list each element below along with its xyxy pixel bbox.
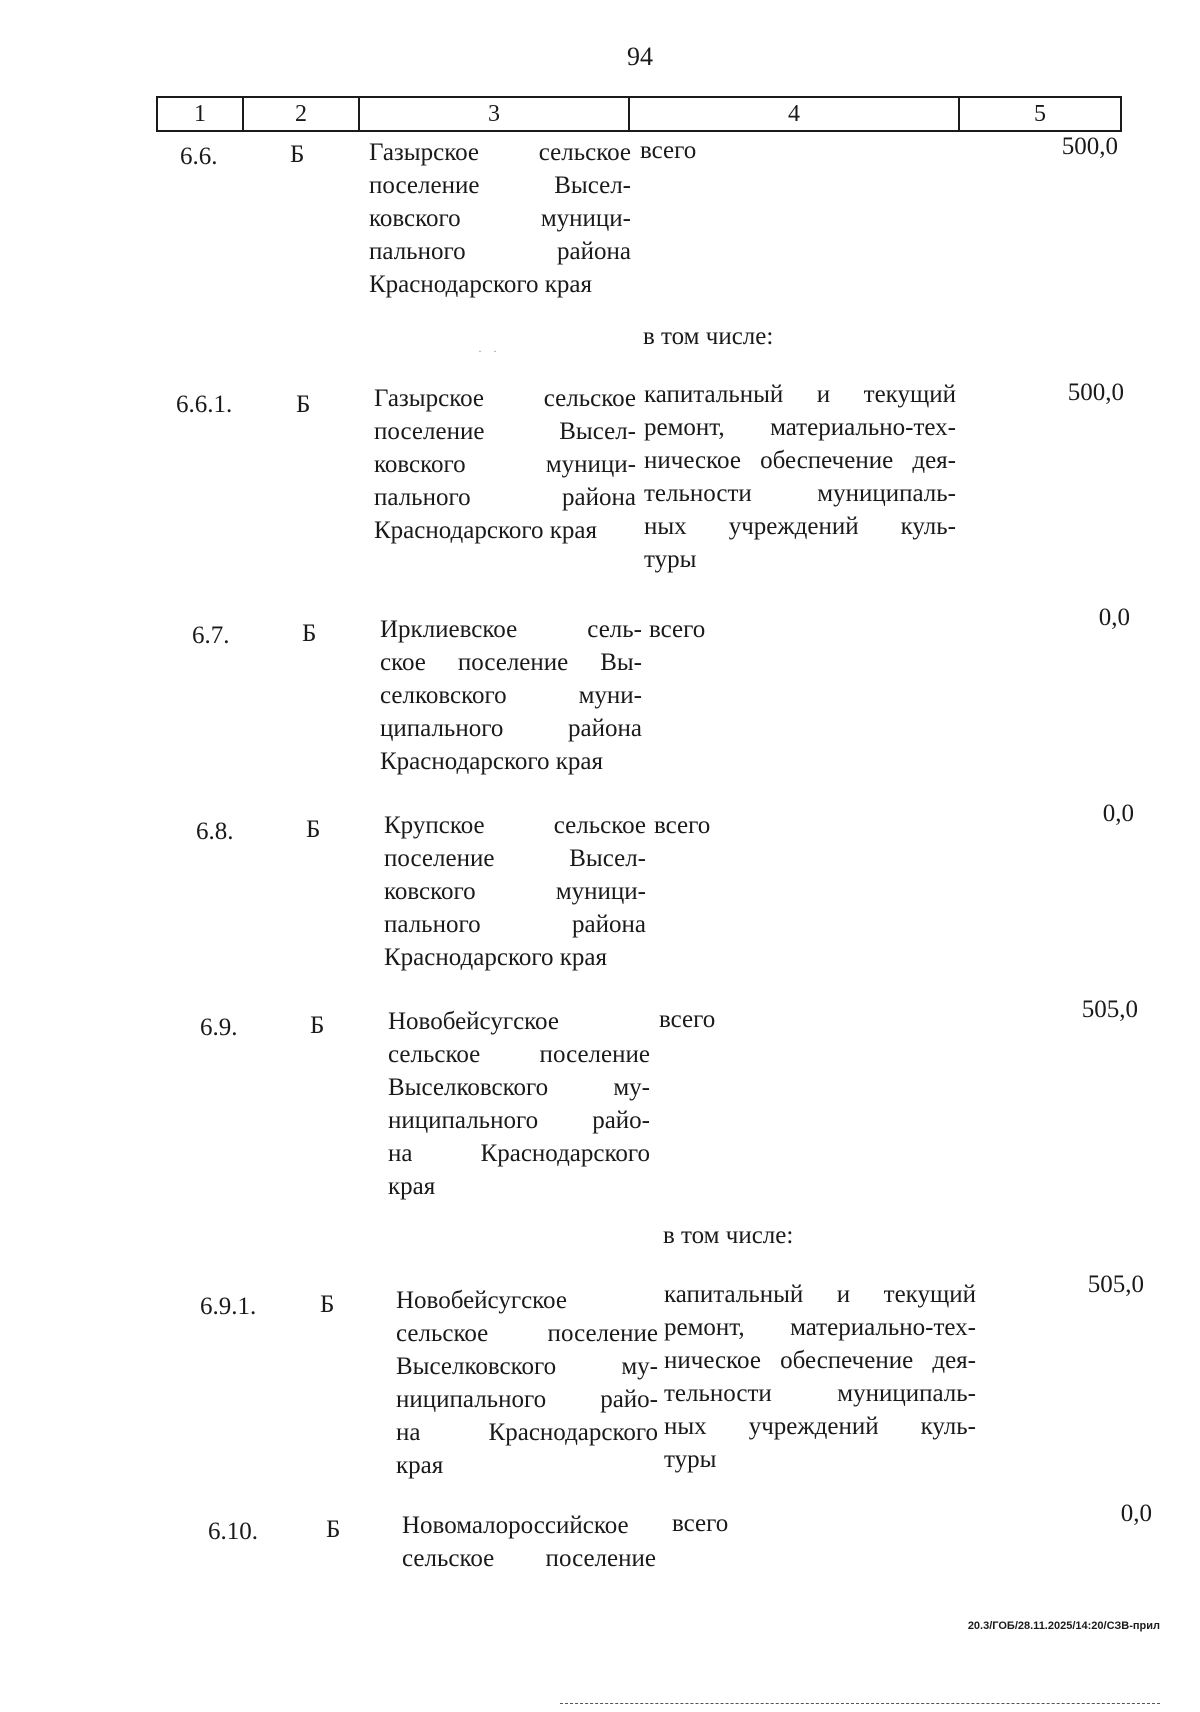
row-amount: 0,0	[1120, 1500, 1152, 1527]
row-kind: Б	[296, 391, 311, 418]
row-number: 6.7.	[192, 622, 230, 649]
row-number: 6.10.	[208, 1518, 258, 1545]
row-kind: Б	[326, 1516, 341, 1543]
row-number: 6.6.1.	[176, 391, 233, 418]
row-description: всего	[640, 137, 697, 164]
row-name: Новобейсугское сельское поселение Выселковского му- ниципального райо- на Краснодарского края	[388, 1008, 650, 1200]
row-number: 6.6.	[180, 143, 218, 170]
row-description: капитальный и текущий ремонт, материально-тех- ническое обеспечение дея- тельности муниципаль- ных учреждений куль- туры	[664, 1281, 976, 1473]
row-name: Газырское сельское поселение Высел- ковского муници- пального района Краснодарского края	[369, 139, 631, 298]
row-description: всего	[649, 616, 706, 643]
row-number: 6.8.	[196, 818, 234, 845]
row-amount: 500,0	[1067, 379, 1124, 406]
row-description: всего	[672, 1510, 729, 1537]
row-kind: Б	[320, 1291, 335, 1318]
in-that-label: в том числе:	[643, 323, 774, 350]
row-name: Новомалороссийское сельское поселение	[402, 1512, 656, 1572]
row-name: Газырское сельское поселение Высел- ковского муници- пального района Краснодарского края	[374, 385, 636, 544]
page-edge-line	[560, 1703, 1160, 1704]
column-header-2: 2	[244, 98, 360, 130]
row-name: Ирклиевское сель- ское поселение Вы- селковского муни- ципального района Краснодарского края	[380, 616, 642, 775]
row-amount: 0,0	[1102, 800, 1134, 827]
row-name: Крупское сельское поселение Высел- ковского муници- пального района Краснодарского края	[384, 812, 646, 971]
row-number: 6.9.1.	[200, 1293, 257, 1320]
row-kind: Б	[302, 620, 317, 647]
column-header-row	[156, 96, 1122, 132]
row-kind: Б	[306, 816, 321, 843]
column-header-4: 4	[630, 98, 960, 130]
column-header-3: 3	[360, 98, 630, 130]
row-number: 6.9.	[200, 1014, 238, 1041]
row-description: капитальный и текущий ремонт, материально-тех- ническое обеспечение дея- тельности муниципаль- ных учреждений куль- туры	[644, 381, 956, 573]
row-description: всего	[654, 812, 711, 839]
row-amount: 500,0	[1061, 133, 1118, 160]
row-amount: 505,0	[1081, 996, 1138, 1023]
column-header-1: 1	[158, 98, 244, 130]
page-number: 94	[627, 42, 653, 71]
row-description: всего	[659, 1006, 716, 1033]
in-that-label: в том числе:	[663, 1222, 794, 1249]
row-amount: 505,0	[1087, 1271, 1144, 1298]
row-kind: Б	[310, 1012, 325, 1039]
column-header-5: 5	[1034, 101, 1046, 127]
document-stamp: 20.3/ГОБ/28.11.2025/14:20/СЗВ-прил	[967, 1620, 1160, 1632]
row-amount: 0,0	[1098, 604, 1130, 631]
row-name: Новобейсугское сельское поселение Выселковского му- ниципального райо- на Краснодарского края	[396, 1287, 658, 1479]
scan-noise: · ·	[478, 344, 501, 358]
row-kind: Б	[290, 141, 305, 168]
